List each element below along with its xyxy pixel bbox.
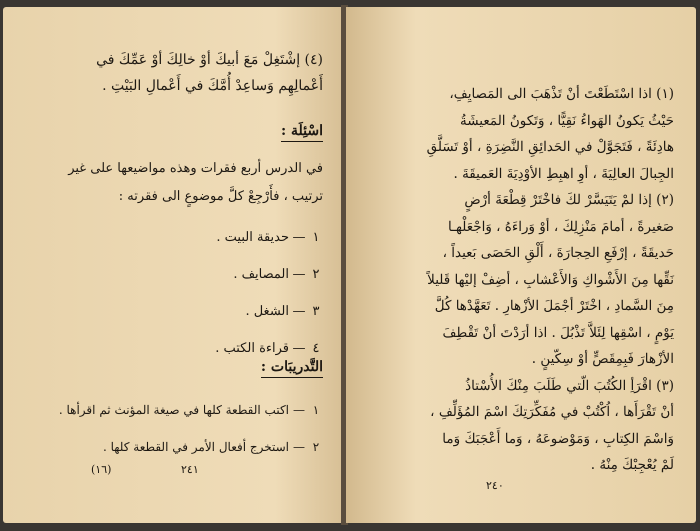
item-label: استخرج أفعال الأمر في القطعة كلها . — [102, 440, 289, 454]
text-line: (٣) اقْرَأِ الكُتُبَ الّتي طَلَبَ مِنْكَ الأُسْتاذُ — [465, 377, 674, 394]
text-line: هادِئَةً ، فَتَجَوَّلْ في الحَدائِقِ النَّضِرَةِ ، أوْ تَسَلَّقِ — [426, 139, 674, 155]
signature-mark: (١٦) — [91, 463, 112, 476]
item-label: حديقة البيت . — [216, 230, 289, 245]
item-number: ٤ — [312, 341, 320, 356]
left-page — [3, 7, 343, 523]
exercises-list — [59, 392, 323, 466]
dash-mark: — — [293, 440, 305, 454]
text-line: مِنَ السَّمادِ ، اخْتَرْ أجْمَلَ الأزْهارِ . تَعَهَّدْها كُلَّ — [434, 298, 674, 314]
open-book — [3, 3, 697, 528]
right-page — [346, 7, 696, 523]
paragraph-line: أَعْمالِهِم وَساعِدْ أُمَّكَ في أَعْمالِ البَيْتِ . — [102, 78, 323, 94]
text-line: نَقِّها مِنَ الأَشْواكِ وَالأَعْشابِ ، أضِفْ إليْها قَليلاً — [427, 271, 674, 288]
text-line: صَغيرةً ، أمامَ مَنْزِلِكَ ، أوْ وَراءَهُ ، وَاجْعَلْهـا — [447, 218, 674, 235]
dash-mark: — — [292, 267, 306, 282]
item-label: الشغل . — [245, 304, 289, 319]
intro-line: ترتيب ، فأَرْجِعْ كلَّ موضوعٍ الى فقرته : — [118, 189, 323, 204]
dash-mark: — — [293, 403, 305, 417]
paragraph-line: (٤) إشْتَغِلْ مَعَ أبيكَ أوْ خالِكَ أوْ عَمِّكَ في — [96, 52, 323, 68]
item-label: اكتب القطعة كلها في صيغة المؤنث ثم اقرأها . — [58, 403, 289, 417]
body-text — [427, 81, 674, 479]
page-number: ٢٤١ — [181, 463, 199, 476]
dash-mark: — — [292, 304, 306, 319]
paragraph-4 — [96, 47, 323, 99]
item-number: ٢ — [312, 440, 320, 454]
item-number: ١ — [312, 403, 320, 417]
item-number: ٢ — [312, 267, 320, 282]
item-label: قراءة الكتب . — [215, 341, 289, 356]
dash-mark: — — [292, 230, 306, 245]
list-item — [215, 293, 323, 330]
item-number: ٣ — [312, 304, 320, 319]
list-item — [215, 256, 323, 293]
text-line: الأزْهارَ فَبِمِقَصٍّ أوْ سِكّينٍ . — [531, 351, 674, 367]
topics-list — [215, 219, 323, 367]
dash-mark: — — [292, 341, 306, 356]
text-line: وَاسْمَ الكِتابِ ، وَمَوْضوعَهُ ، وَما أَعْجَبَكَ وَما — [442, 430, 674, 447]
intro-line: في الدرس أربع فقرات وهذه مواضيعها على غير — [68, 161, 323, 176]
exercises-heading: التَّدريبَات : — [261, 359, 323, 378]
list-item — [59, 429, 323, 466]
item-label: المصايف . — [233, 267, 289, 282]
text-line: (١) اذا اسْتَطَعْتَ أنْ تَذْهَبَ الى المَصايِفِ، — [449, 86, 674, 102]
text-line: الجِبالَ العالِيَةَ ، أوِ اهبِطِ الأوْدِيَةَ العَميقَةَ . — [453, 165, 674, 182]
text-line: يَوْمٍ ، اسْقِها لِئَلاَّ تَذْبُلَ . اذا أرَدْتَ أنْ تَقْطِفَ — [442, 324, 674, 341]
list-item — [59, 392, 323, 429]
questions-intro — [68, 155, 323, 211]
page-number: ٢٤٠ — [486, 479, 504, 492]
list-item — [215, 219, 323, 256]
text-line: حَديقَةً ، إرْفَعِ الحِجارَةَ ، أَلْقِ الحَصَى بَعيداً ، — [442, 245, 674, 261]
text-line: أنْ تَقْرَأَها ، اُكْتُبْ في مُفَكِّرَتِكَ اسْمَ المُؤَلِّفِ ، — [430, 404, 674, 420]
item-number: ١ — [312, 230, 320, 245]
questions-heading: اسْئِلَة : — [281, 123, 323, 142]
text-line: حَيْثُ يَكونُ الهَواءُ نَقِيًّا ، وَتَكونُ المَعيشَةُ — [460, 112, 674, 129]
text-line: لَمْ يُعْجِبْكَ مِنْهُ . — [590, 457, 674, 473]
text-line: (٢) إذا لمْ يَتَيَسَّرْ لكَ فاخْتَرْ قِطْعَةَ أرْضٍ — [464, 192, 674, 208]
